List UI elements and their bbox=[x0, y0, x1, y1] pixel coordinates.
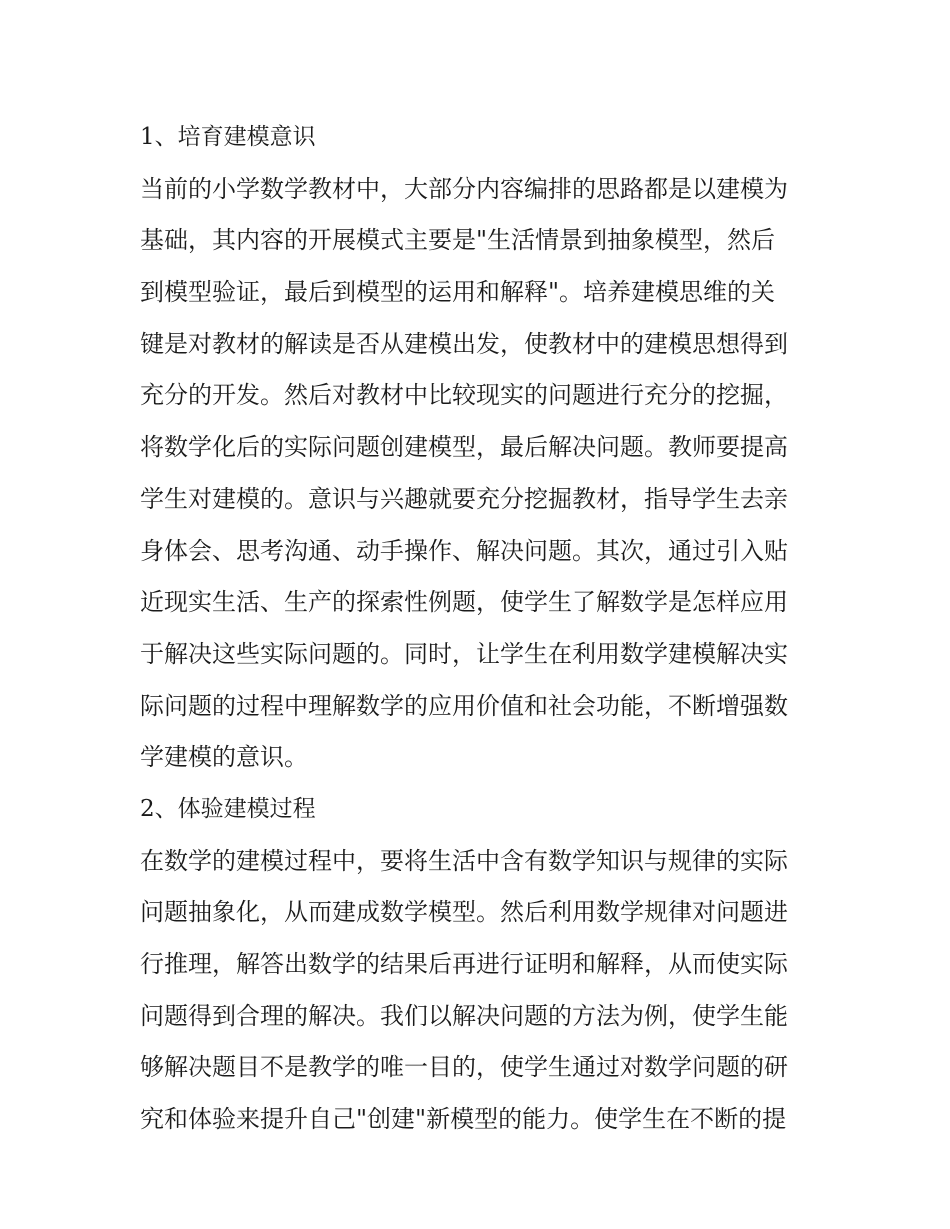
paragraph-line: 问题得到合理的解决。我们以解决问题的方法为例，使学生能 bbox=[140, 1001, 788, 1030]
paragraph-line: 学生对建模的。意识与兴趣就要充分挖掘教材，指导学生去亲 bbox=[140, 484, 788, 513]
document-body bbox=[140, 112, 815, 1146]
section-heading-1: 1、培育建模意识 bbox=[140, 124, 316, 150]
paragraph-line: 究和体验来提升自己"创建"新模型的能力。使学生在不断的提 bbox=[140, 1105, 787, 1134]
paragraph-line: 将数学化后的实际问题创建模型，最后解决问题。教师要提高 bbox=[140, 433, 788, 462]
paragraph-line: 于解决这些实际问题的。同时，让学生在利用数学建模解决实 bbox=[140, 639, 788, 668]
paragraph-line: 键是对教材的解读是否从建模出发，使教材中的建模思想得到 bbox=[140, 329, 788, 358]
paragraph-line: 身体会、思考沟通、动手操作、解决问题。其次，通过引入贴 bbox=[140, 536, 788, 565]
paragraph-line: 近现实生活、生产的探索性例题，使学生了解数学是怎样应用 bbox=[140, 588, 788, 617]
paragraph-line: 问题抽象化，从而建成数学模型。然后利用数学规律对问题进 bbox=[140, 898, 788, 927]
paragraph-line: 当前的小学数学教材中，大部分内容编排的思路都是以建模为 bbox=[140, 174, 788, 203]
paragraph-line: 行推理，解答出数学的结果后再进行证明和解释，从而使实际 bbox=[140, 950, 788, 978]
paragraph-line: 在数学的建模过程中，要将生活中含有数学知识与规律的实际 bbox=[140, 846, 788, 875]
paragraph-line: 基础，其内容的开展模式主要是"生活情景到抽象模型，然后 bbox=[140, 226, 776, 255]
section-heading-2: 2、体验建模过程 bbox=[140, 795, 316, 822]
paragraph-line: 学建模的意识。 bbox=[140, 743, 308, 772]
paragraph-line: 到模型验证，最后到模型的运用和解释"。培养建模思维的关 bbox=[140, 278, 776, 307]
paragraph-line: 够解决题目不是教学的唯一目的，使学生通过对数学问题的研 bbox=[140, 1053, 788, 1082]
paragraph-line: 际问题的过程中理解数学的应用价值和社会功能，不断增强数 bbox=[140, 691, 788, 720]
paragraph-line: 充分的开发。然后对教材中比较现实的问题进行充分的挖掘， bbox=[140, 381, 788, 410]
